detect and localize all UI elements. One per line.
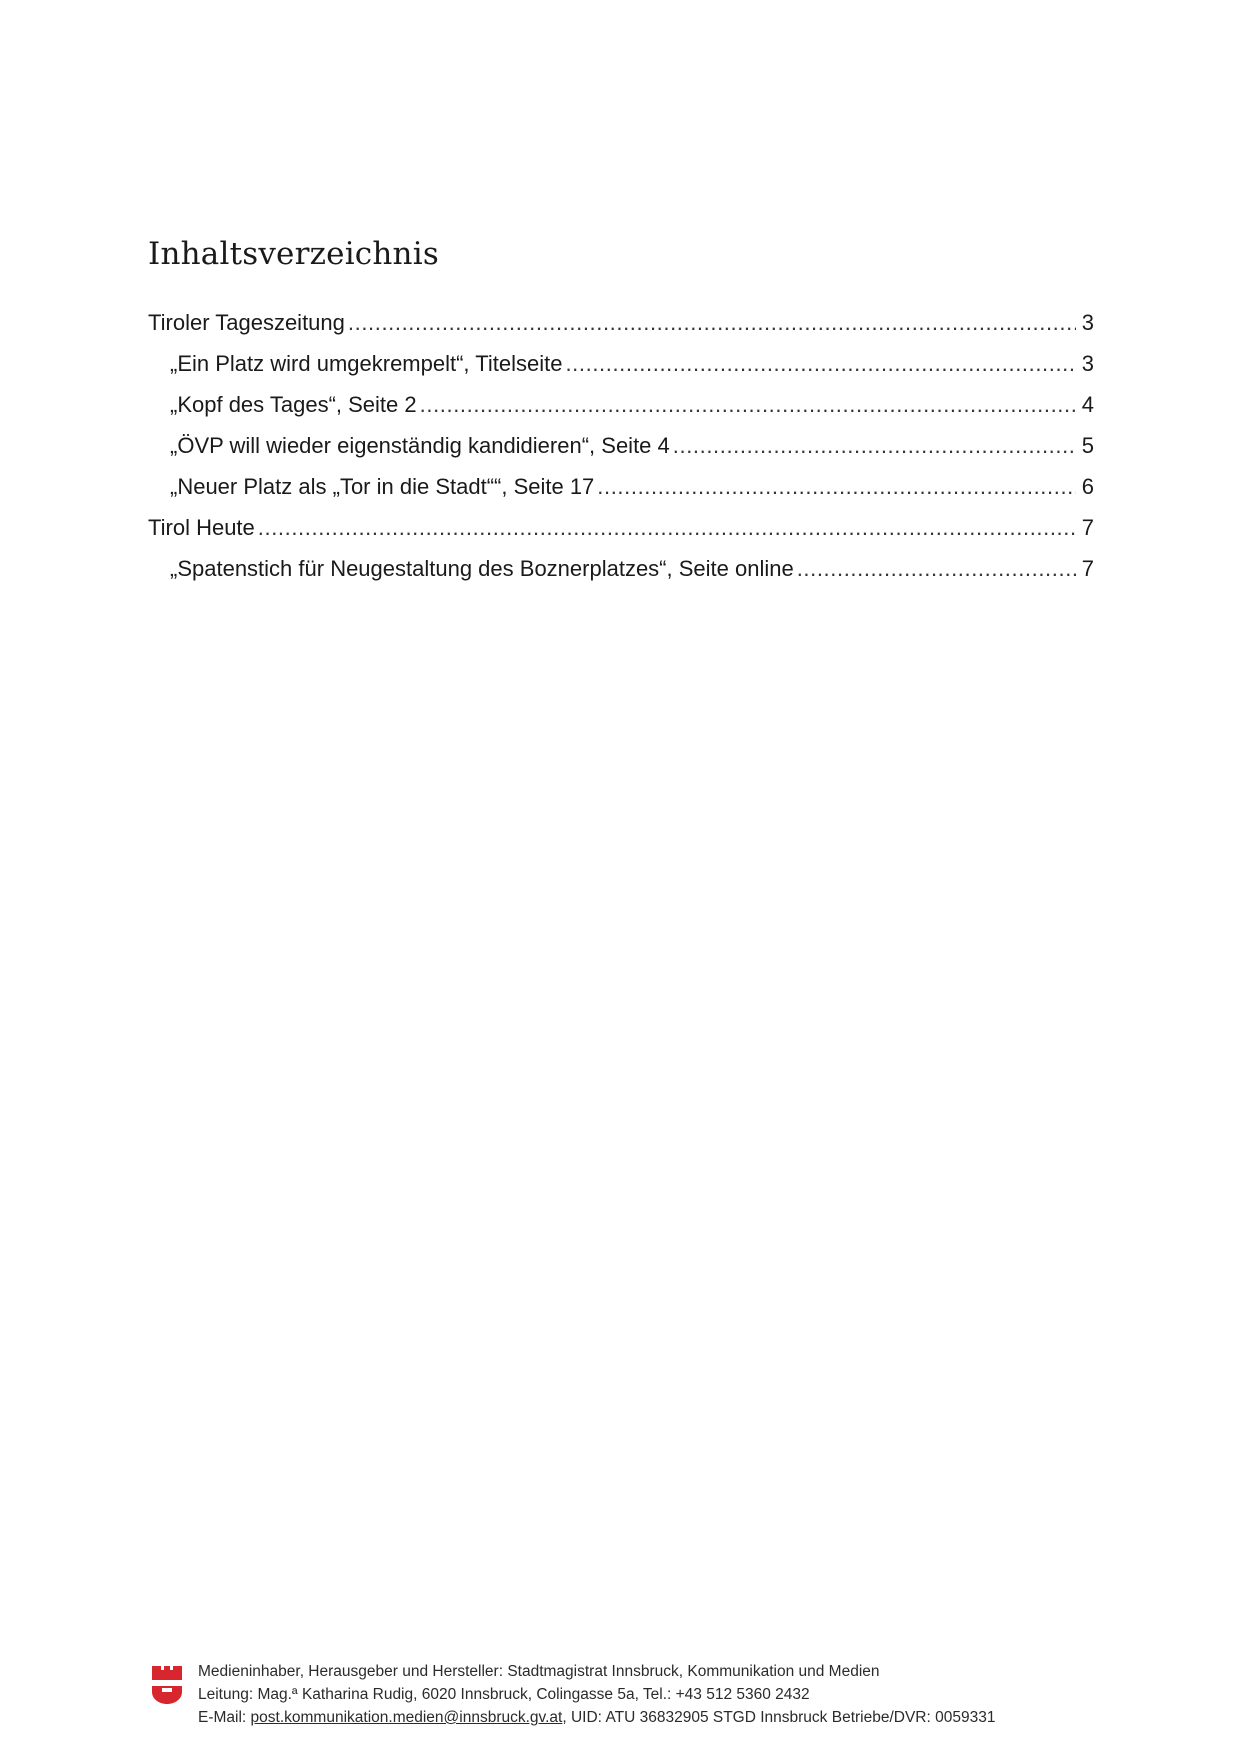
toc-entry-page-number: 3 bbox=[1081, 351, 1094, 376]
toc-entry[interactable] bbox=[148, 302, 1094, 343]
toc-entry-title: „Ein Platz wird umgekrempelt“, Titelseite bbox=[170, 351, 563, 376]
toc-entry[interactable] bbox=[148, 343, 1094, 384]
toc-entry-page-number: 5 bbox=[1081, 433, 1094, 458]
toc-dot-leader bbox=[565, 343, 1076, 384]
toc-entry-page-number: 7 bbox=[1081, 515, 1094, 540]
toc-entry-page-number: 3 bbox=[1081, 310, 1094, 335]
toc-entry-title: Tirol Heute bbox=[148, 515, 255, 540]
toc-entry-title: „Neuer Platz als „Tor in die Stadt““, Seite 17 bbox=[170, 474, 595, 499]
toc-entry-page-number: 4 bbox=[1081, 392, 1094, 417]
footer-publisher-line: Medieninhaber, Herausgeber und Hersteller: Stadtmagistrat Innsbruck, Kommunikation und Medien bbox=[198, 1663, 880, 1680]
footer-contact-line bbox=[198, 1706, 995, 1729]
toc-dot-leader bbox=[673, 425, 1076, 466]
toc-dot-leader bbox=[258, 507, 1076, 548]
toc-dot-leader bbox=[597, 466, 1076, 507]
footer-email-label: E-Mail: bbox=[198, 1709, 251, 1726]
toc-heading: Inhaltsverzeichnis bbox=[148, 236, 439, 272]
toc-entry[interactable] bbox=[148, 507, 1094, 548]
footer-imprint bbox=[198, 1660, 995, 1729]
toc-entry[interactable] bbox=[148, 466, 1094, 507]
toc-entry[interactable] bbox=[148, 548, 1094, 589]
toc-dot-leader bbox=[797, 548, 1076, 589]
toc-entry-page-number: 7 bbox=[1081, 556, 1094, 581]
footer-management-line: Leitung: Mag.ª Katharina Rudig, 6020 Innsbruck, Colingasse 5a, Tel.: +43 512 5360 2432 bbox=[198, 1686, 810, 1703]
toc-entry[interactable] bbox=[148, 384, 1094, 425]
toc-dot-leader bbox=[348, 302, 1076, 343]
toc-entry-title: Tiroler Tageszeitung bbox=[148, 310, 345, 335]
innsbruck-city-logo-icon bbox=[150, 1664, 184, 1706]
footer-email-link[interactable]: post.kommunikation.medien@innsbruck.gv.at bbox=[250, 1709, 563, 1726]
toc-entry-title: „Kopf des Tages“, Seite 2 bbox=[170, 392, 417, 417]
toc-dot-leader bbox=[420, 384, 1076, 425]
toc-entry[interactable] bbox=[148, 425, 1094, 466]
toc-entry-title: „ÖVP will wieder eigenständig kandidieren“, Seite 4 bbox=[170, 433, 670, 458]
toc-entry-title: „Spatenstich für Neugestaltung des Boznerplatzes“, Seite online bbox=[170, 556, 794, 581]
table-of-contents bbox=[148, 302, 1094, 589]
footer-tax-info: , UID: ATU 36832905 STGD Innsbruck Betriebe/DVR: 0059331 bbox=[562, 1709, 996, 1726]
footer bbox=[150, 1660, 1090, 1730]
toc-entry-page-number: 6 bbox=[1081, 474, 1094, 499]
